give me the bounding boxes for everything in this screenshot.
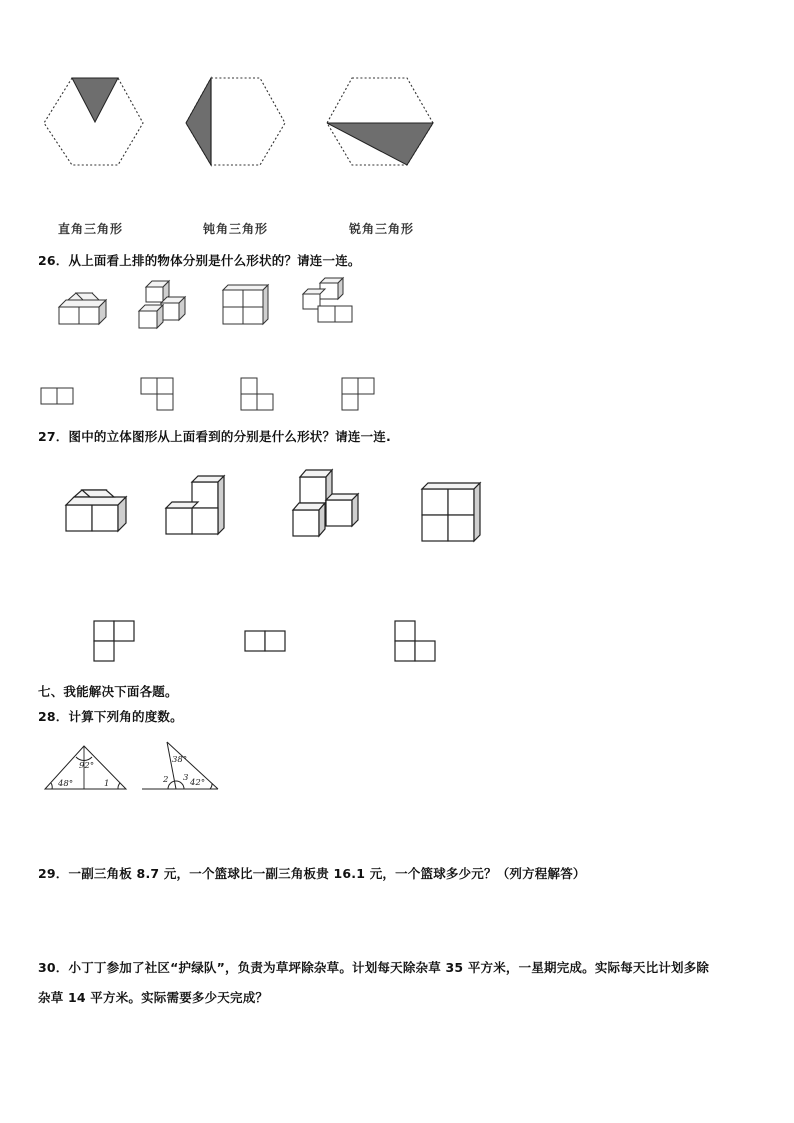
tri1-left-angle-label: 48° <box>58 779 74 789</box>
tri2-top-angle-label: 38° <box>172 755 188 765</box>
caption-obtuse-triangle: 钝角三角形 <box>203 222 269 236</box>
caption-acute-triangle: 锐角三角形 <box>349 222 415 236</box>
caption-right-triangle: 直角三角形 <box>58 222 124 236</box>
question-30-line-2: 杂草 14 平方米。实际需要多少天完成？ <box>38 990 269 1005</box>
tri2-angle-3-label: 3 <box>183 773 189 783</box>
tri2-angle-2-label: 2 <box>163 775 169 785</box>
tri1-top-angle-label: 92° <box>79 761 95 771</box>
tri2-right-angle-label: 42° <box>190 778 206 788</box>
section-7-heading: 七、我能解决下面各题。 <box>38 684 178 699</box>
tri1-right-angle-label: 1 <box>104 779 110 789</box>
question-29-text: 29．一副三角板 8.7 元，一个篮球比一副三角板贵 16.1 元，一个篮球多少元？（列方程解答） <box>38 866 586 881</box>
question-27-text: 27．图中的立体图形从上面看到的分别是什么形状？请连一连. <box>38 429 391 444</box>
question-30-line-1: 30．小丁丁参加了社区“护绿队”，负责为草坪除杂草。计划每天除杂草 35 平方米，一星期完成。实际每天比计划多除 <box>38 960 710 975</box>
question-26-text: 26．从上面看上排的物体分别是什么形状的？请连一连。 <box>38 253 361 268</box>
question-28-text: 28．计算下列角的度数。 <box>38 709 183 724</box>
